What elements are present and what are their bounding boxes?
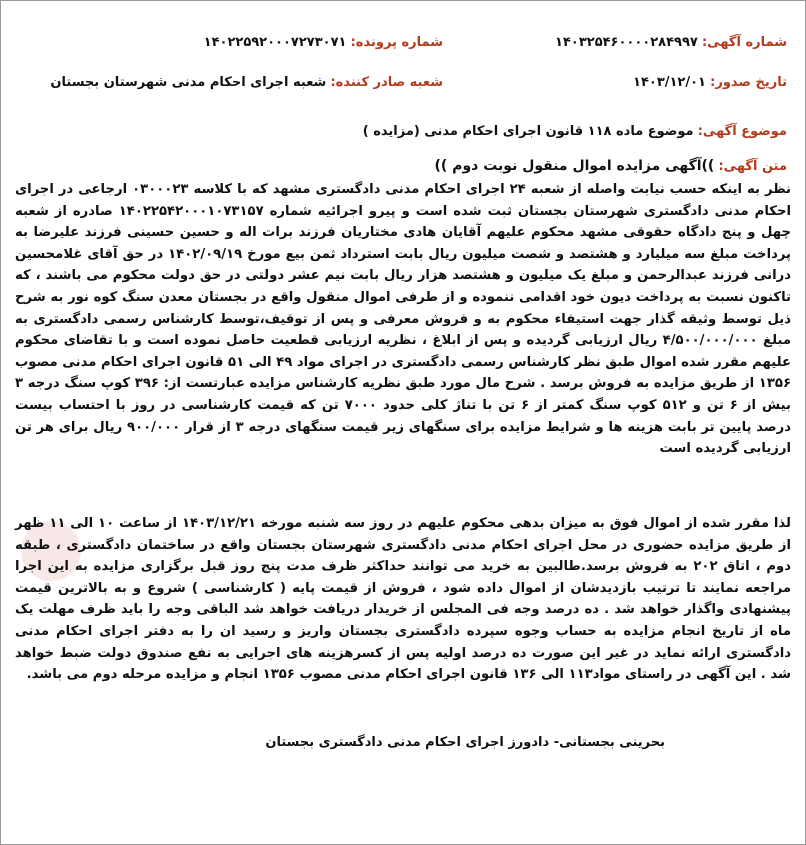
file-number-row (204, 33, 443, 53)
issue-date-label: تاریخ صدور: (710, 75, 787, 90)
subject-row (363, 122, 787, 142)
notice-title-label: متن آگهی: (718, 159, 787, 174)
subject-label: موضوع آگهی: (697, 124, 787, 139)
issue-date-value: ۱۴۰۳/۱۲/۰۱ (633, 75, 706, 90)
notice-number-row (555, 33, 787, 53)
notice-number-label: شماره آگهی: (701, 35, 787, 50)
issuer-value: شعبه اجرای احکام مدنی شهرستان بجستان (50, 75, 327, 90)
issuer-row (50, 73, 443, 93)
file-number-label: شماره پرونده: (350, 35, 443, 50)
notice-title-value: ))آگهی مزایده اموال منقول نوبت دوم )) (434, 158, 715, 174)
notice-title-row (435, 156, 787, 177)
issue-date-row (633, 73, 787, 93)
body-paragraph-1: نظر به اینکه حسب نیابت واصله از شعبه ۲۴ اجرای احکام مدنی دادگستری مشهد که با کلاسه ۰۳۰۰۰۲۳ ارجاعی در اجرای احکام مدنی دادگستری شهرستان بجستان ثبت شده است و پیرو اجرائیه شماره ۱۴۰۲۲۵۴۲۰۰۰۱۰۷۳۱۵۷ صادره از شعبه چهل و پنج دادگاه حقوقی مشهد محکوم علیهم آقایان هادی مختاریان فرزند برات اله و حسین حسینی فرزند علیرضا به پرداخت مبلغ سه میلیارد و هشتصد و شصت میلیون ریال بابت استرداد ثمن بیع مورخ ۱۴۰۲/۰۹/۱۹ در حق آقای غلامحسین درانی فرزند عبدالرحمن و مبلغ یک میلیون و هشتصد هزار ریال بابت نیم عشر دولتی در حق دولت محکوم می باشند ، که تاکنون نسبت به پرداخت دیون خود اقدامی ننموده و از طرفی اموال منقول واقع در بجستان معدن سنگ کوه نور به شرح ذیل توسط وثیقه گذار جهت استیفاء محکوم به و فروش معرفی و پس از توقیف،توسط کارشناس رسمی دادگستری به مبلغ ۴/۵۰۰/۰۰۰/۰۰۰ ریال ارزیابی گردیده و پس از ابلاغ ، نظریه ارزیابی قطعیت حاصل نموده است و با تقاضای محکوم علیهم مقرر شده اموال طبق نظر کارشناس رسمی دادگستری در اجرای مواد ۴۹ الی ۵۱ قانون اجرای احکام مدنی مصوب ۱۳۵۶ از طریق مزایده به فروش برسد . شرح مال مورد طبق نظریه کارشناس مزایده عبارتست از: ۳۹۶ کوپ سنگ درجه ۳ بیش از ۶ تن و ۵۱۲ کوپ سنگ کمتر از ۶ تن با تناژ کلی حدود ۷۰۰۰ تن که قیمت کارشناسی در روز با احتساب بیست درصد پایین تر بابت هزینه ها و شرایط مزایده برای سنگهای زیر قیمت سنگهای درجه ۳ از قرار ۹۰۰/۰۰۰ ریال برای هر تن ارزیابی گردیده است (15, 182, 792, 457)
subject-value: موضوع ماده ۱۱۸ قانون اجرای احکام مدنی (مزایده ) (362, 124, 694, 139)
file-number-value: ۱۴۰۲۲۵۹۲۰۰۰۷۲۷۳۰۷۱ (203, 35, 347, 50)
body-paragraph-2: لذا مقرر شده از اموال فوق به میزان بدهی محکوم علیهم در روز سه شنبه مورخه ۱۴۰۳/۱۲/۲۱ از ساعت ۱۰ الی ۱۱ ظهر از طریق مزایده حضوری در محل اجرای احکام مدنی دادگستری شهرستان بجستان واقع در ساختمان دادگستری ، طبقه دوم ، اتاق ۲۰۲ به فروش برسد.طالبین به خرید می توانند حداکثر ظرف مدت پنج روز قبل برگزاری مزایده به این اجرا مراجعه نمایند تا ترتیب بازدیدشان از اموال داده شود ، فروش از قیمت پایه ( کارشناسی ) شروع و به بالاترین قیمت پیشنهادی واگذار خواهد شد . ده درصد وجه فی المجلس از خریدار دریافت خواهد شد الباقی وجه را باید ظرف مهلت یک ماه از تاریخ انجام مزایده به حساب وجوه سپرده دادگستری بجستان واریز و رسید ان را به دفتر اجرای احکام مدنی دادگستری ارائه نماید در غیر این صورت ده درصد اولیه پس از کسرهزینه های اجرایی به نفع صندوق دولت ضبط خواهد شد . این آگهی در راستای مواد۱۱۳ الی ۱۳۶ قانون اجرای احکام مدنی مصوب ۱۳۵۶ انجام و مزایده مرحله دوم می باشد. (15, 516, 792, 683)
signature-line: بحرینی بجستانی- دادورز اجرای احکام مدنی دادگستری بجستان (265, 735, 665, 750)
notice-number-value: ۱۴۰۳۲۵۴۶۰۰۰۰۲۸۴۹۹۷ (555, 35, 698, 50)
issuer-label: شعبه صادر کننده: (330, 75, 443, 90)
